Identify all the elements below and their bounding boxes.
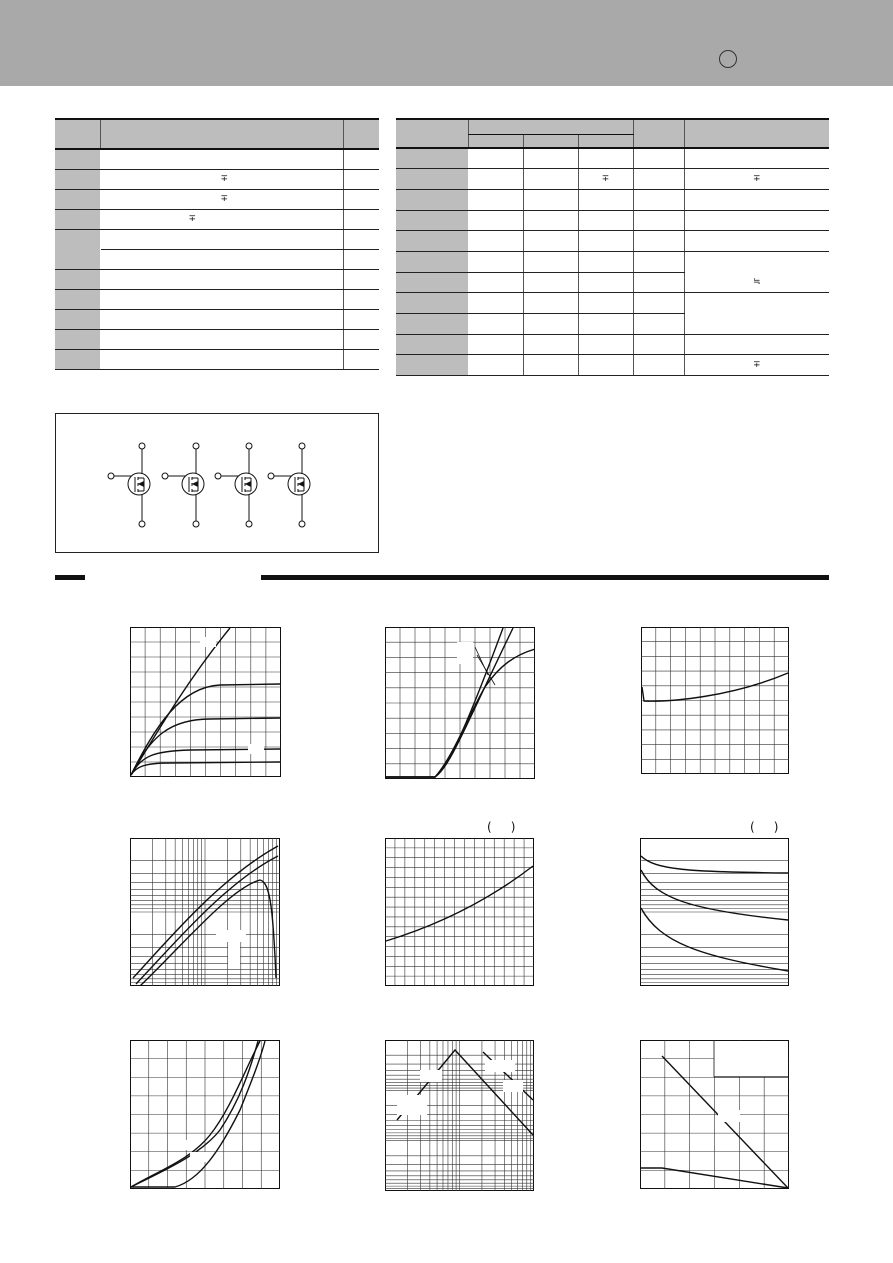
condition-cell [684,251,829,272]
value-cell [578,293,633,314]
value-cell [578,210,633,231]
condition-cell [684,210,829,231]
table-row [55,349,379,369]
table-header-row [55,119,379,149]
graph-label-patch [485,1060,515,1072]
value-cell [468,231,523,252]
symbol-cell [396,231,468,252]
condition-cell [684,148,829,169]
header-cell [633,119,684,148]
condition-cell: ∓ [100,189,343,209]
value-cell [468,251,523,272]
symbol-cell [55,329,100,349]
value-cell [523,148,578,169]
condition-cell: ∓ [100,169,343,189]
unit-cell [633,334,684,355]
unit-cell [343,289,379,309]
table-row [396,231,829,252]
table-row [396,189,829,210]
symbol-cell [55,229,100,269]
value-cell [523,251,578,272]
table-row [55,329,379,349]
unit-cell [633,355,684,376]
graph-label-patch [718,1110,740,1122]
unit-cell [343,249,379,269]
graph-label-patch [228,942,240,968]
drain-terminal [193,443,199,449]
gate-terminal [215,473,221,479]
unit-cell [343,209,379,229]
section-bar-right [261,575,829,580]
condition-cell [100,249,343,269]
unit-cell [633,148,684,169]
value-cell [523,334,578,355]
graph-label-patch [190,1152,206,1162]
value-cell [578,355,633,376]
unit-cell [633,272,684,293]
graph-label-patch [200,637,216,647]
value-cell [578,251,633,272]
graph-gate-charge [130,1040,280,1189]
condition-cell [100,329,343,349]
graph-label-patch [174,1140,190,1150]
gate-terminal [268,473,274,479]
unit-cell [633,251,684,272]
symbol-cell [55,149,100,169]
condition-cell [100,149,343,169]
graph-label-patch [457,642,473,664]
value-cell [468,293,523,314]
unit-cell [343,309,379,329]
unit-cell [343,189,379,209]
unit-cell [633,231,684,252]
drain-terminal [246,443,252,449]
symbol-cell [396,210,468,231]
table-row [55,189,379,209]
unit-cell [343,269,379,289]
table-row [396,251,829,272]
condition-cell [684,334,829,355]
table-row [396,210,829,231]
unit-cell [343,349,379,369]
source-terminal [246,521,252,527]
condition-cell [684,189,829,210]
value-cell [578,272,633,293]
condition-cell [100,289,343,309]
table-row [55,269,379,289]
header-cell [343,119,379,149]
condition-cell [100,269,343,289]
table-header-row [396,119,829,134]
symbol-cell [396,272,468,293]
unit-cell [343,149,379,169]
value-cell [468,272,523,293]
graph-transfer-characteristics [385,627,535,779]
symbol-cell [55,349,100,369]
value-cell [523,169,578,190]
value-cell [468,355,523,376]
value-cell [523,210,578,231]
table-row [55,309,379,329]
graph-paren-label: ( ) [487,820,516,834]
value-cell [468,169,523,190]
value-cell [578,231,633,252]
value-cell [468,148,523,169]
table-row [55,149,379,169]
gate-terminal [108,473,114,479]
value-cell [578,314,633,335]
value-cell [468,210,523,231]
table-row [396,293,829,314]
value-cell [523,189,578,210]
table-row [396,169,829,190]
value-cell [468,189,523,210]
header-cell [55,119,100,149]
gate-terminal [162,473,168,479]
table-row [396,334,829,355]
table-row [396,272,829,293]
symbol-cell [396,334,468,355]
value-cell: ∓ [578,169,633,190]
value-cell [523,272,578,293]
value-cell [523,314,578,335]
graph-label-patch [397,1095,427,1115]
value-cell [468,334,523,355]
drain-terminal [299,443,305,449]
graph-label-patch [216,930,246,942]
drain-terminal [139,443,145,449]
unit-cell [343,229,379,249]
condition-cell: ≒ [684,272,829,293]
table-row [396,148,829,169]
symbol-cell [396,293,468,314]
graph-paren-label: ( ) [750,820,779,834]
symbol-cell [396,169,468,190]
table-row [55,249,379,269]
table-row [55,289,379,309]
graph-label-patch [248,744,264,754]
symbol-cell [55,289,100,309]
value-cell [578,189,633,210]
value-cell [578,148,633,169]
symbol-cell [396,189,468,210]
symbol-cell [396,355,468,376]
graph-output-characteristics [130,627,281,777]
condition-cell [684,293,829,314]
condition-cell [100,229,343,249]
value-cell [523,293,578,314]
value-cell [523,231,578,252]
graph-legend-box [714,1041,788,1077]
value-cell [523,355,578,376]
unit-cell [343,169,379,189]
header-cell [100,119,343,149]
value-cell [578,334,633,355]
graph-capacitance [640,838,789,986]
condition-cell: ∓ [684,355,829,376]
page-header-band [0,0,893,86]
source-terminal [193,521,199,527]
source-terminal [299,521,305,527]
condition-cell: ∓ [684,169,829,190]
header-cell [578,134,633,148]
unit-cell [633,169,684,190]
electrical-characteristics-table [396,118,829,376]
unit-cell [633,189,684,210]
table-row [396,314,829,335]
header-cell [396,119,468,148]
condition-cell [684,231,829,252]
equivalent-circuit-box [55,413,379,553]
condition-cell: ∓ [100,209,343,229]
symbol-cell [396,148,468,169]
unit-cell [633,293,684,314]
symbol-cell [55,269,100,289]
header-cell [523,134,578,148]
source-terminal [139,521,145,527]
table-row [55,229,379,249]
condition-cell [100,349,343,369]
symbol-cell [55,189,100,209]
unit-cell [633,314,684,335]
header-cell [468,134,523,148]
symbol-cell [55,309,100,329]
graph-temperature-characteristic [385,838,534,986]
graph-label-patch [420,1070,442,1082]
header-cell [468,119,633,134]
graph-label-patch [503,1080,523,1092]
symbol-cell [55,169,100,189]
unit-cell [343,329,379,349]
absolute-max-ratings-table [55,118,379,370]
brand-circle-icon [719,50,737,68]
table-row [55,209,379,229]
header-cell [684,119,829,148]
condition-cell [100,309,343,329]
symbol-cell [55,209,100,229]
graph-safe-operating-area [385,1040,534,1191]
table-row [55,169,379,189]
condition-cell [684,314,829,335]
symbol-cell [396,314,468,335]
section-bar-left [55,575,85,580]
graph-power-derating [640,1040,789,1189]
unit-cell [633,210,684,231]
symbol-cell [396,251,468,272]
graph-forward-transfer-admittance [130,838,280,986]
mosfet-circuit-diagram [56,414,378,552]
graph-on-resistance [641,627,789,774]
value-cell [468,314,523,335]
table-row [396,355,829,376]
